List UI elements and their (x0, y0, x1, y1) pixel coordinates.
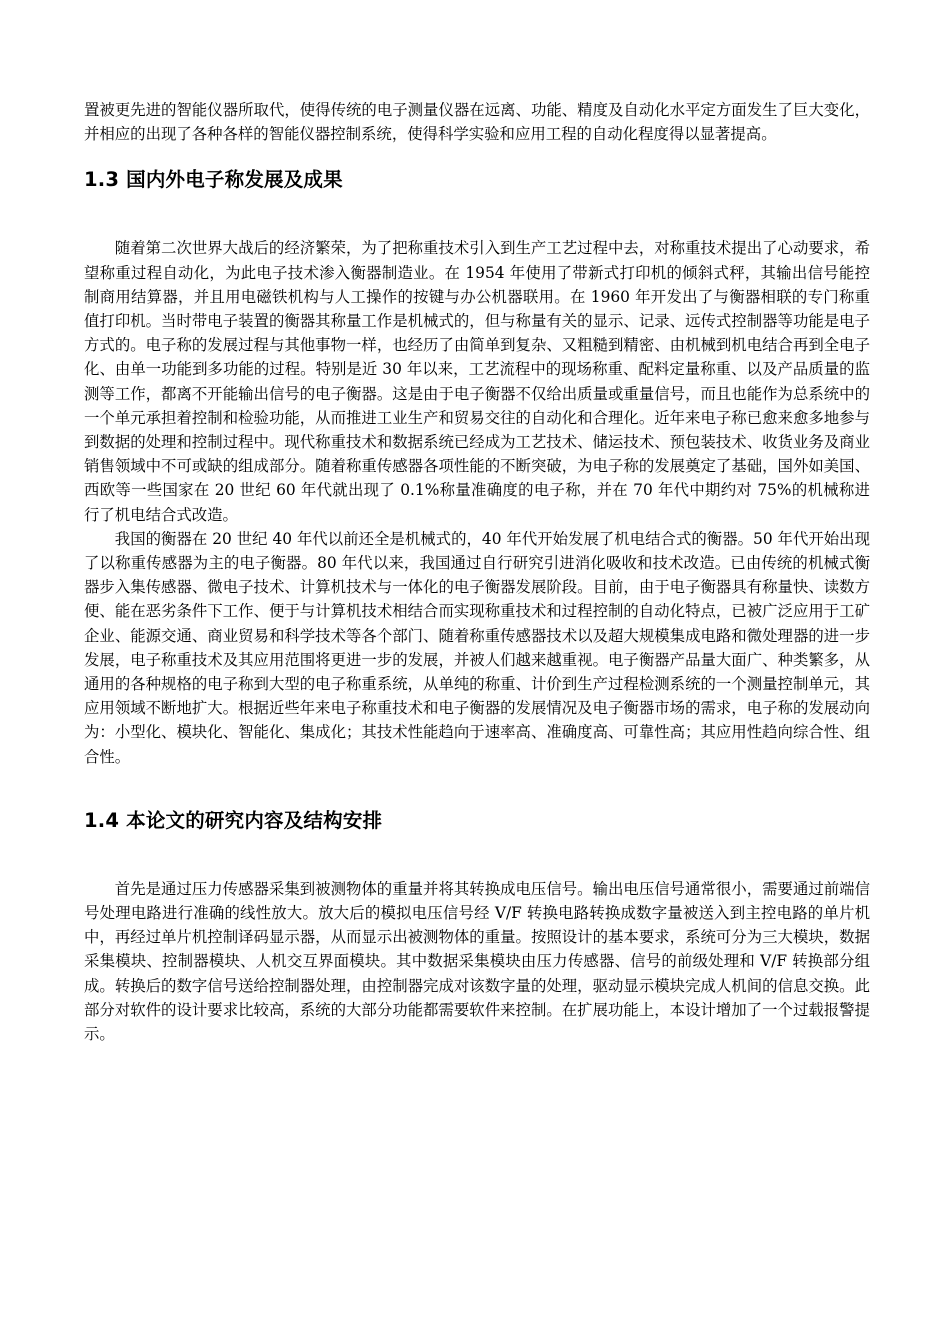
section-1-4-heading: 1.4 本论文的研究内容及结构安排 (84, 808, 383, 832)
intro-paragraph: 置被更先进的智能仪器所取代，使得传统的电子测量仪器在远离、功能、精度及自动化水平定方面发生了巨大变化，并相应的出现了各种各样的智能仪器控制系统，使得科学实验和应用工程的自动化程度得以显著提高。 (84, 101, 870, 144)
section-1-4-paragraph-1: 首先是通过压力传感器采集到被测物体的重量并将其转换成电压信号。输出电压信号通常很小，需要通过前端信号处理电路进行准确的线性放大。放大后的模拟电压信号经 V/F 转换电路转换成数字量被送入到主控电路的单片机中，再经过单片机控制译码显示器，从而显示出被测物体的重量。按照设计的基本要求，系统可分为三大模块，数据采集模块、控制器模块、人机交互界面模块。其中数据采集模块由压力传感器、信号的前级处理和 V/F 转换部分组成。转换后的数字信号送给控制器处理，由控制器完成对该数字量的处理，驱动显示模块完成人机间的信息交换。此部分对软件的设计要求比较高，系统的大部分功能都需要软件来控制。在扩展功能上，本设计增加了一个过载报警提示。 (84, 879, 870, 1044)
section-1-3-heading: 1.3 国内外电子称发展及成果 (84, 168, 343, 192)
document-page (84, 98, 870, 1046)
section-1-3-paragraph-1: 随着第二次世界大战后的经济繁荣，为了把称重技术引入到生产工艺过程中去，对称重技术提出了心动要求，希望称重过程自动化，为此电子技术渗入衡器制造业。在 1954 年使用了带新式打印机的倾斜式秤，其输出信号能控制商用结算器，并且用电磁铁机构与人工操作的按键与办公机器联用。在 1960 年开发出了与衡器相联的专门称重值打印机。当时带电子装置的衡器其称量工作是机械式的，但与称量有关的显示、记录、远传式控制器等功能是电子方式的。电子称的发展过程与其他事物一样，也经历了由简单到复杂、又粗糙到精密、由机械到机电结合再到全电子化、由单一功能到多功能的过程。特别是近 30 年以来，工艺流程中的现场称重、配料定量称重、以及产品质量的监测等工作，都离不开能输出信号的电子衡器。这是由于电子衡器不仅给出质量或重量信号，而且也能作为总系统中的一个单元承担着控制和检验功能，从而推进工业生产和贸易交往的自动化和合理化。近年来电子称已愈来愈多地参与到数据的处理和控制过程中。现代称重技术和数据系统已经成为工艺技术、储运技术、预包装技术、收货业务及商业销售领域中不可或缺的组成部分。随着称重传感器各项性能的不断突破，为电子称的发展奠定了基础，国外如美国、西欧等一些国家在 20 世纪 60 年代就出现了 0.1%称量准确度的电子称，并在 70 年代中期约对 75%的机械称进行了机电结合式改造。 (84, 239, 870, 524)
section-1-3-paragraph-2: 我国的衡器在 20 世纪 40 年代以前还全是机械式的，40 年代开始发展了机电结合式的衡器。50 年代开始出现了以称重传感器为主的电子衡器。80 年代以来，我国通过自行研究引进消化吸收和技术改造。已由传统的机械式衡器步入集传感器、微电子技术、计算机技术与一体化的电子衡器发展阶段。目前，由于电子衡器具有称量快、读数方便、能在恶劣条件下工作、便于与计算机技术相结合而实现称重技术和过程控制的自动化特点，已被广泛应用于工矿企业、能源交通、商业贸易和科学技术等各个部门、随着称重传感器技术以及超大规模集成电路和微处理器的进一步发展，电子称重技术及其应用范围将更进一步的发展，并被人们越来越重视。电子衡器产品量大面广、种类繁多，从通用的各种规格的电子称到大型的电子称重系统，从单纯的称重、计价到生产过程检测系统的一个测量控制单元，其应用领域不断地扩大。根据近些年来电子称重技术和电子衡器的发展情况及电子衡器市场的需求，电子称的发展动向为：小型化、模块化、智能化、集成化；其技术性能趋向于速率高、准确度高、可靠性高；其应用性趋向综合性、组合性。 (84, 529, 870, 766)
